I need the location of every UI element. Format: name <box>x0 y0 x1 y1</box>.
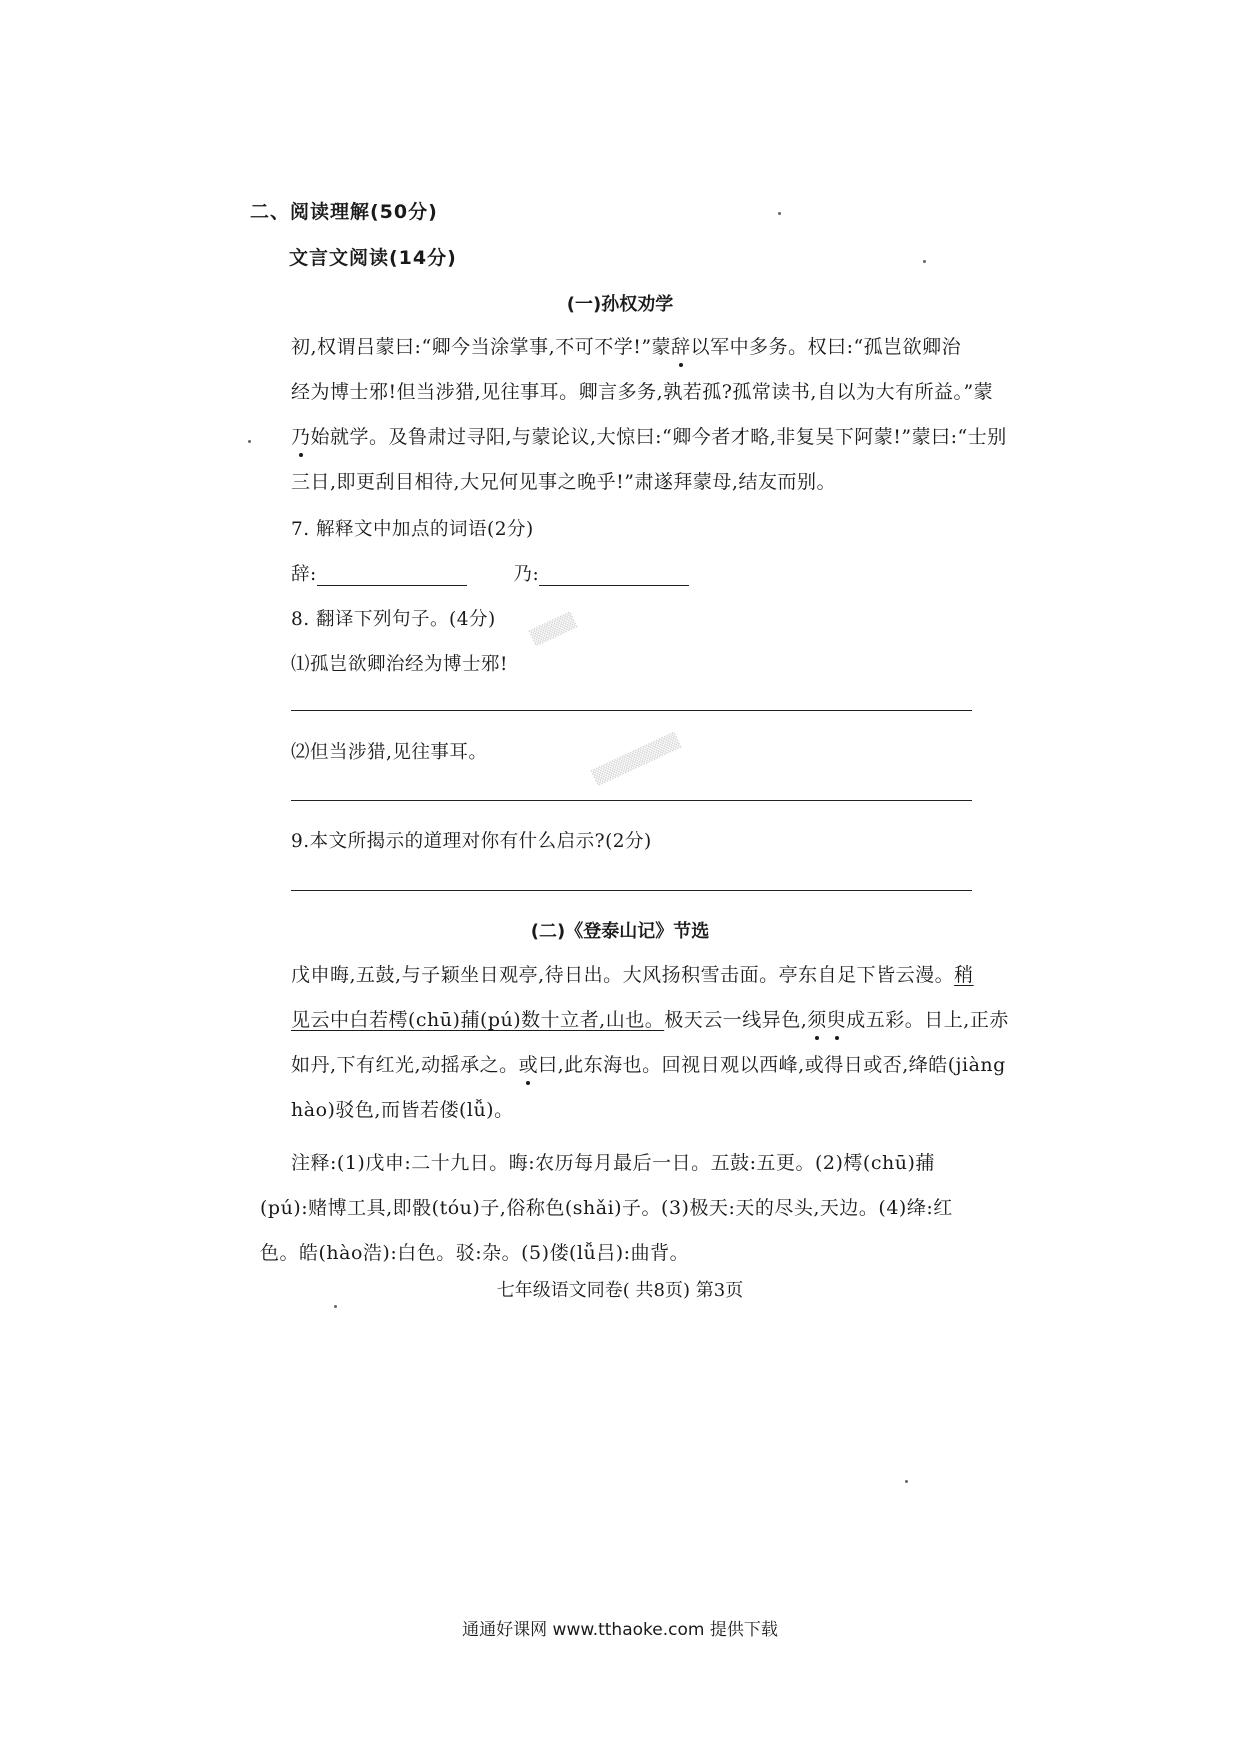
passage2-line-1: 戊申晦,五鼓,与子颖坐日观亭,待日出。大风扬积雪击面。亭东自足下皆云漫。稍 <box>291 964 974 986</box>
q7-answer-blank-1[interactable] <box>317 565 467 586</box>
download-note: 通通好课网 www.tthaoke.com 提供下载 <box>462 1620 778 1640</box>
scan-speck <box>248 440 251 443</box>
question-7: 7. 解释文中加点的词语(2分) <box>291 519 534 540</box>
q8-sentence-1: ⑴孤岂欲卿治经为博士邪! <box>291 654 508 675</box>
scan-speck <box>334 1305 337 1308</box>
passage1-title: (一)孙权劝学 <box>566 294 674 315</box>
dotted-char: 或 <box>519 1050 539 1077</box>
passage2-line-2: 见云中白若樗(chū)蒱(pú)数十立者,山也。极天云一线异色,须臾成五彩。日上,正赤 <box>291 1005 1009 1032</box>
section-subheading: 文言文阅读(14分) <box>289 247 457 269</box>
section-heading: 二、阅读理解(50分) <box>250 201 438 223</box>
q7-label-nai: 乃: <box>513 564 540 585</box>
passage2-line-4: hào)驳色,而皆若偻(lǚ)。 <box>291 1099 514 1121</box>
passage1-line-2: 经为博士邪!但当涉猎,见往事耳。卿言多务,孰若孤?孤常读书,自以为大有所益。”蒙 <box>291 381 994 403</box>
passage2-title: (二)《登泰山记》节选 <box>530 921 710 942</box>
q7-label-ci: 辞: <box>291 564 317 585</box>
q7-answer-blank-2[interactable] <box>539 565 689 586</box>
notes-line-3: 色。皓(hào浩):白色。驳:杂。(5)偻(lǚ吕):曲背。 <box>260 1242 690 1264</box>
dotted-char: 辞 <box>671 332 691 359</box>
watermark: ▒▒▒▒▒▒▒▒ <box>590 731 682 787</box>
scan-speck <box>923 260 926 263</box>
passage1-line-1: 初,权谓吕蒙曰:“卿今当涂掌事,不可不学!”蒙辞以军中多务。权曰:“孤岂欲卿治 <box>291 332 961 359</box>
passage2-line-3: 如丹,下有红光,动摇承之。或曰,此东海也。回视日观以西峰,或得日或否,绛皓(jiàng <box>291 1050 1006 1077</box>
q8-sentence-2: ⑵但当涉猎,见往事耳。 <box>291 742 488 763</box>
notes-line-2: (pú):赌博工具,即骰(tóu)子,俗称色(shǎi)子。(3)极天:天的尽头,天边。(4)绛:红 <box>260 1197 953 1219</box>
dotted-char: 乃 <box>291 422 311 449</box>
q9-answer-line[interactable] <box>291 890 972 891</box>
q8-answer-line-2[interactable] <box>291 800 972 801</box>
page-footer: 七年级语文同卷( 共8页) 第3页 <box>496 1280 744 1301</box>
question-8: 8. 翻译下列句子。(4分) <box>291 609 496 630</box>
scan-speck <box>905 1480 908 1483</box>
scan-speck <box>778 212 781 215</box>
q7-answer-row <box>291 560 689 586</box>
passage1-line-3: 乃始就学。及鲁肃过寻阳,与蒙论议,大惊曰:“卿今者才略,非复吴下阿蒙!”蒙曰:“士别 <box>291 422 1007 449</box>
q8-answer-line-1[interactable] <box>291 710 972 711</box>
passage1-line-4: 三日,即更刮目相待,大兄何见事之晚乎!”肃遂拜蒙母,结友而别。 <box>291 471 836 493</box>
watermark: ▒▒▒▒ <box>528 611 578 647</box>
dotted-char: 须 <box>807 1005 827 1032</box>
question-9: 9.本文所揭示的道理对你有什么启示?(2分) <box>291 831 652 852</box>
notes-line-1: 注释:(1)戊申:二十九日。晦:农历每月最后一日。五鼓:五更。(2)樗(chū)蒱 <box>291 1152 935 1174</box>
dotted-char: 臾 <box>827 1005 847 1032</box>
